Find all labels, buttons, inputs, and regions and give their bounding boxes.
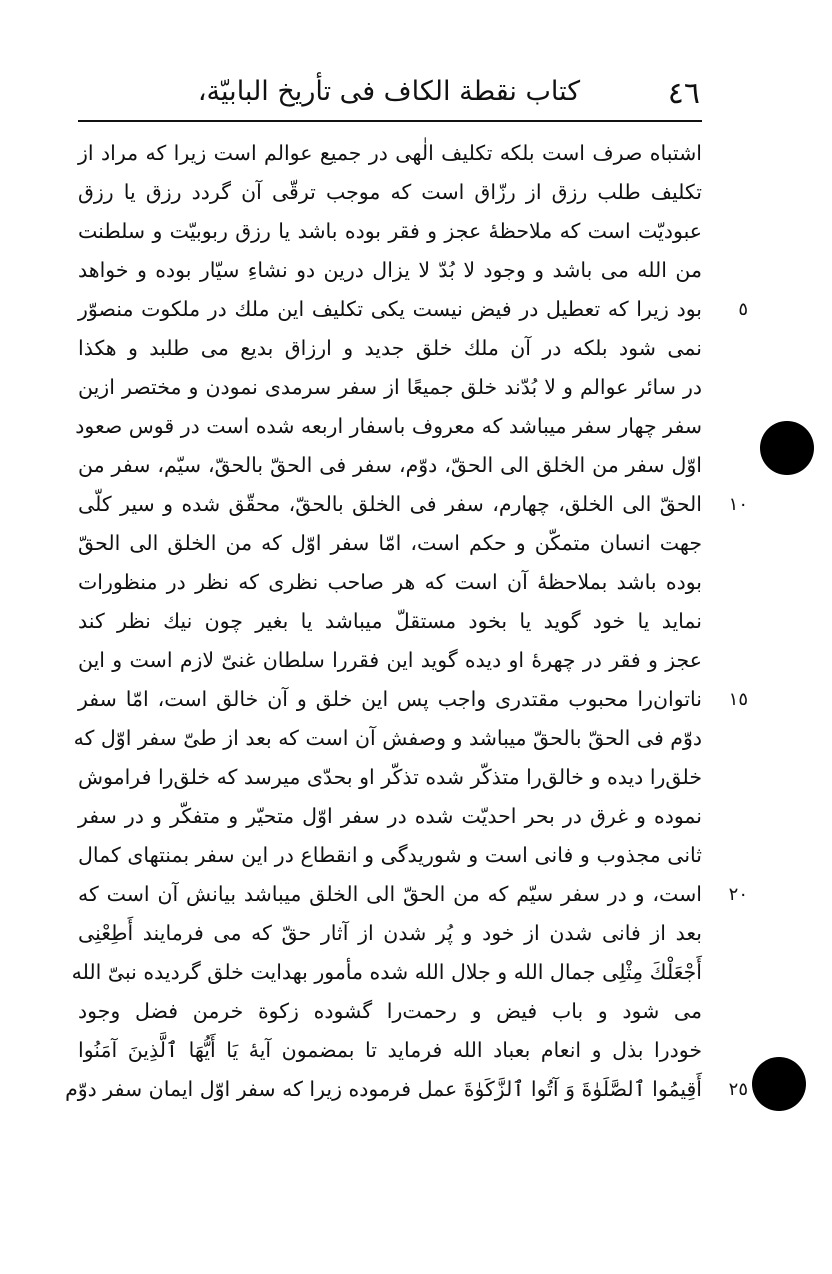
header-rule xyxy=(78,120,702,122)
text-line: نموده و غرق در بحر احديّت شده در سفر اوّل متحيّر و متفكّر و در سفر xyxy=(78,804,702,828)
line-number: ١٠ xyxy=(728,494,748,515)
text-line: عجز و فقر در چهرهٔ او ديده گويد اين فقررا سلطان غنىّ لازم است و اين xyxy=(78,648,702,672)
text-line: ثانى مجذوب و فانى است و شوريدگى و انقطاع در اين سفر بمنتهاى كمال xyxy=(78,843,702,867)
text-line: بعد از فانى شدن از خود و پُر شدن از آثار حقّ كه مى فرمايند أَطِعْنِى xyxy=(78,921,702,945)
text-line: در سائر عوالم و لا بُدّند خلق جميعًا از سفر سرمدى نمودن و مختصر ازين xyxy=(78,375,702,399)
line-number: ٢٠ xyxy=(728,884,748,905)
text-line: من الله مى باشد و وجود لا بُدّ لا يزال درين دو نشاءِ سيّار بوده و خواهد xyxy=(78,258,702,282)
text-line: نمى شود بلكه در آن ملك خلق جديد و ارزاق بديع مى طلبد و هكذا xyxy=(78,336,702,360)
text-line: خودرا بذل و انعام بعباد الله فرمايد تا بمضمون آيهٔ يَا أَيُّهَا ٱلَّذِينَ آمَنُوا xyxy=(78,1038,702,1062)
punch-hole xyxy=(760,421,814,475)
text-line: اشتباه صرف است بلكه تكليف الٰهى در جميع عوالم است زيرا كه مراد از xyxy=(78,141,702,165)
text-line: ناتوان‌را محبوب مقتدرى واجب پس اين خلق و آن خالق است، امّا سفر ١٥ xyxy=(78,680,702,719)
text-line: نمايد يا خود گويد يا بخود مستقلّ ميباشد يا بغير چون نيك نظر كند xyxy=(78,609,702,633)
text-line: است، و در سفر سيّم كه من الحقّ الى الخلق ميباشد بيانش آن است كه ٢٠ xyxy=(78,875,702,914)
punch-hole xyxy=(752,1057,806,1111)
body-text xyxy=(65,134,748,1109)
text-line: مى شود و باب فيض و رحمت‌را گشوده زكوة خرمن فضل وجود xyxy=(78,999,702,1023)
text-line: أَقِيمُوا ٱلصَّلَوٰةَ وَ آتُوا ٱلزَّكَوٰةَ عمل فرموده زيرا كه سفر اوّل ايمان سفر دوّم ٢٥ xyxy=(78,1070,702,1109)
text-line: سفر چهار سفر ميباشد كه معروف باسفار اربعه شده است در قوس صعود xyxy=(75,414,702,438)
line-number: ٢٥ xyxy=(728,1079,748,1100)
text-line: تكليف طلب رزق از رزّاق است كه موجب ترقّى آن گردد رزق يا رزق xyxy=(78,180,702,204)
line-number: ٥ xyxy=(738,299,748,320)
text-line: بود زيرا كه تعطيل در فيض نيست يكى تكليف اين ملك در ملكوت منصوّر ٥ xyxy=(78,290,702,329)
text-line: الحقّ الى الخلق، چهارم، سفر فى الخلق بالحقّ، محقّق شده و سير كلّى ١٠ xyxy=(78,485,702,524)
text-line: عبوديّت است كه ملاحظهٔ عجز و فقر بوده باشد يا رزق ربوبيّت و سلطنت xyxy=(78,219,702,243)
text-line: بوده باشد بملاحظهٔ آن است كه هر صاحب نظرى كه نظر در منظورات xyxy=(78,570,702,594)
running-title: كتاب نقطة الكاف فى تأريخ البابيّة، xyxy=(197,76,581,107)
line-number: ١٥ xyxy=(728,689,748,710)
page-number: ٤٦ xyxy=(667,76,700,111)
text-line: جهت انسان متمكّن و حكم است، امّا سفر اوّل كه من الخلق الى الحقّ xyxy=(78,531,702,555)
text-line: اوّل سفر من الخلق الى الحقّ، دوّم، سفر فى الحقّ بالحقّ، سيّم، سفر من xyxy=(78,453,702,477)
text-line: دوّم فى الحقّ بالحقّ ميباشد و وصفش آن است كه بعد از طىّ سفر اوّل كه xyxy=(73,726,702,750)
text-line: خلق‌را ديده و خالق‌را متذكّر شده تذكّر او بحدّى ميرسد كه خلق‌را فراموش xyxy=(78,765,702,789)
page-header xyxy=(78,70,700,118)
text-line: أَجْعَلْكَ مِثْلِى جمال الله و جلال الله شده مأمور بهدايت خلق گرديده نبىّ الله xyxy=(71,960,702,984)
